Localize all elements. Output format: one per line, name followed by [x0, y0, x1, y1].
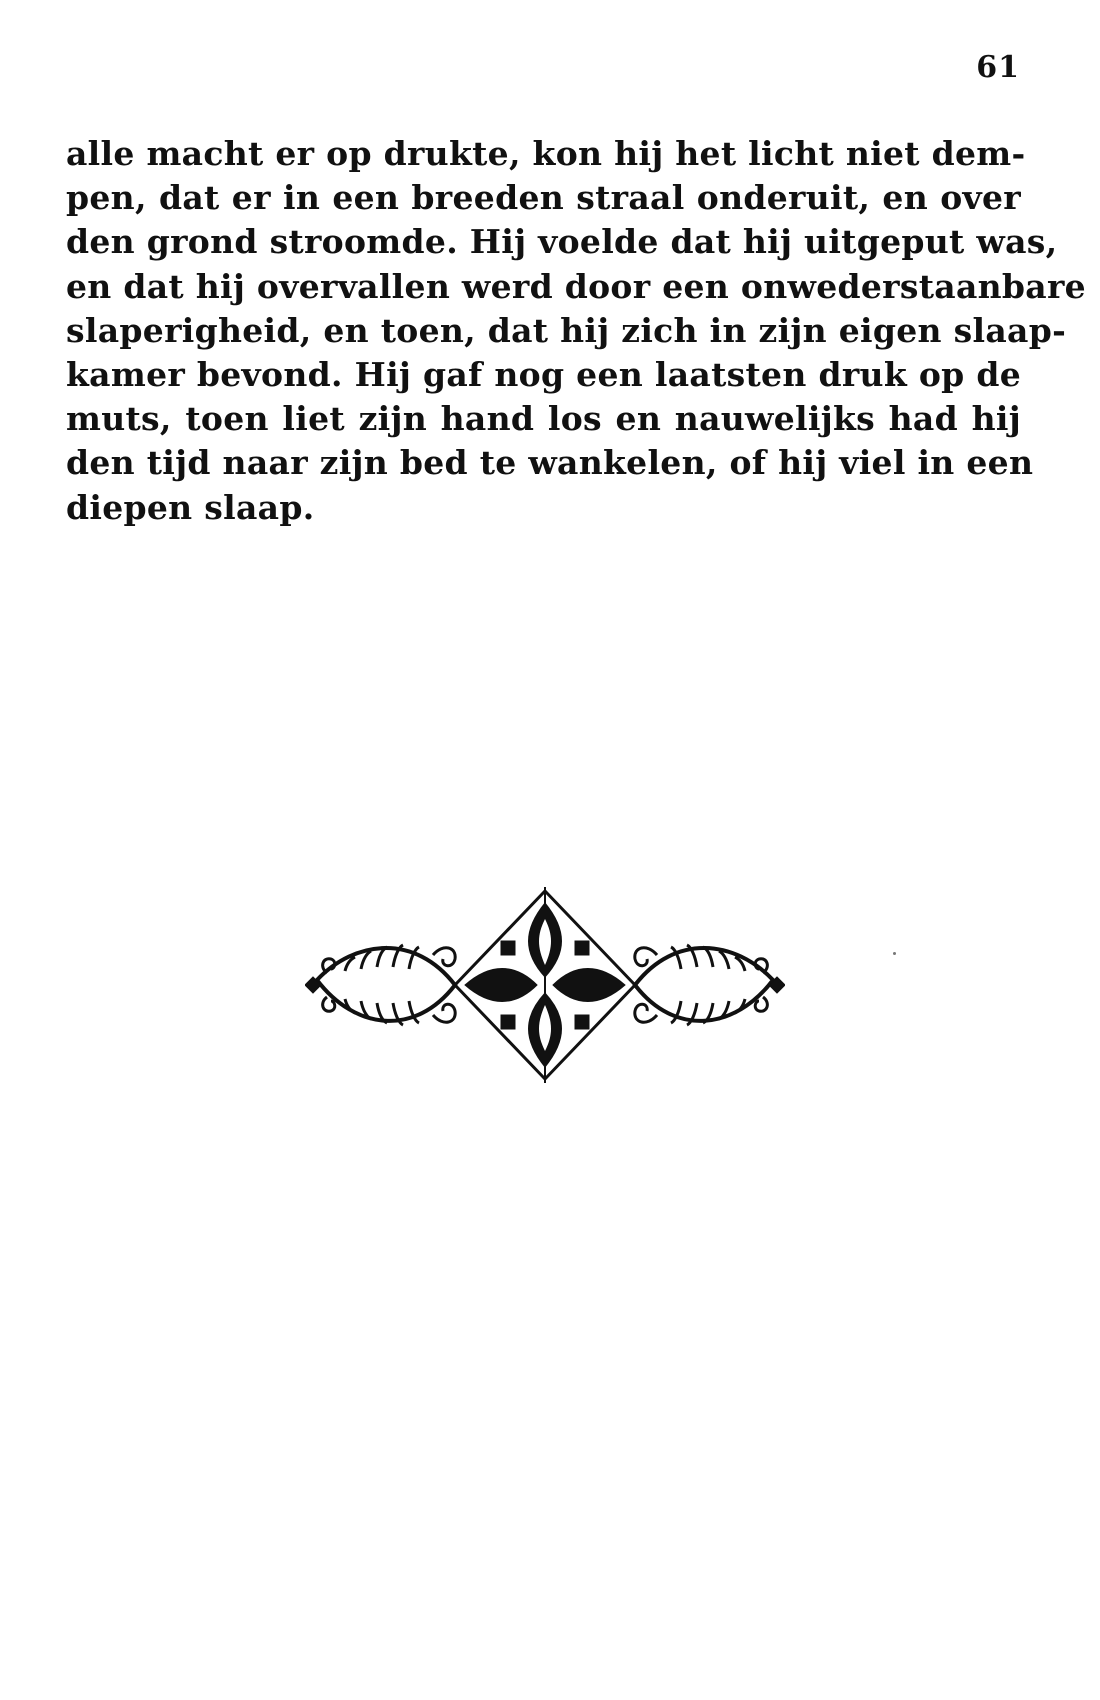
text-line: alle macht er op drukte, kon hij het licht niet dem-	[66, 134, 1026, 173]
text-line: muts, toen liet zijn hand los en nauwelijks had hij	[66, 399, 1021, 439]
text-line: den grond stroomde. Hij voelde dat hij uitgeput was,	[66, 222, 1058, 262]
body-text	[66, 132, 1086, 530]
text-line: pen, dat er in een breeden straal onderuit, en over	[66, 178, 1021, 218]
text-line: en dat hij overvallen werd door een onwederstaanbare	[66, 266, 1086, 306]
text-line: slaperigheid, en toen, dat hij zich in zijn eigen slaap-	[66, 310, 1067, 350]
text-line: diepen slaap.	[66, 487, 315, 527]
text-line: kamer bevond. Hij gaf nog een laatsten druk op de	[66, 354, 1021, 394]
page-speck	[893, 952, 896, 955]
text-line: den tijd naar zijn bed te wankelen, of hij viel in een	[66, 443, 1034, 483]
page-number: 61	[976, 50, 1020, 85]
floral-vignette-icon	[305, 885, 785, 1085]
